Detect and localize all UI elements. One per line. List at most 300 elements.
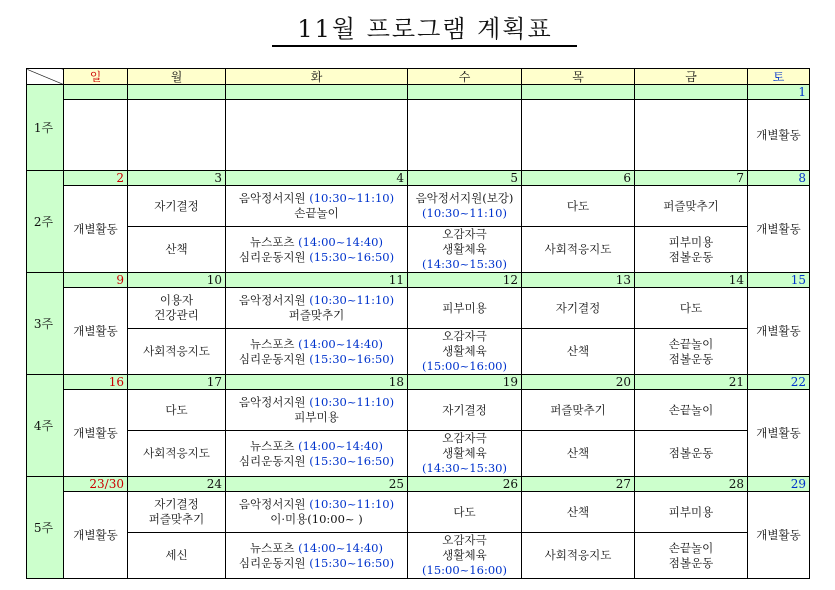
activity-cell xyxy=(522,329,635,375)
activity-text: 점볼운동 xyxy=(668,555,714,570)
activity-cell xyxy=(226,390,408,431)
activity-cell xyxy=(635,288,748,329)
activity-time: (14:00~14:40) xyxy=(298,540,383,555)
activity-cell xyxy=(128,431,226,477)
date-number: 2 xyxy=(116,171,124,185)
activity-text: 피부미용 xyxy=(668,234,714,249)
date-number: 23/30 xyxy=(89,477,124,491)
saturday-cell xyxy=(748,390,810,477)
activity-time: (10:30~11:10) xyxy=(309,497,395,511)
activity-text: 퍼즐맞추기 xyxy=(288,308,345,322)
date-number: 19 xyxy=(502,375,518,389)
activity-text: 다도 xyxy=(679,300,703,315)
week-label xyxy=(27,171,64,273)
activity-text: 퍼즐맞추기 xyxy=(148,512,205,526)
date-cell xyxy=(128,273,226,288)
activity-cell xyxy=(635,186,748,227)
activity-line xyxy=(635,446,747,461)
date-cell xyxy=(522,171,635,186)
activity-text: 음악정서지원 xyxy=(238,293,310,307)
schedule-table xyxy=(26,68,810,579)
activity-line xyxy=(128,446,225,461)
activity-cell xyxy=(226,492,408,533)
activity-cell xyxy=(522,431,635,477)
sunday-cell xyxy=(64,390,128,477)
activity-line xyxy=(522,548,634,563)
date-row xyxy=(27,171,810,186)
activity-text: 손끝놀이 xyxy=(294,206,339,220)
date-cell xyxy=(748,85,810,100)
activity-text: 다도 xyxy=(566,198,590,213)
activity-cell xyxy=(522,533,635,579)
activity-row-top xyxy=(27,186,810,227)
activity-text: 사회적응지도 xyxy=(544,548,612,562)
title-underline xyxy=(272,45,577,47)
activity-line xyxy=(226,191,407,206)
saturday-cell xyxy=(748,492,810,579)
activity-text: 이·미용(10:00~ ) xyxy=(270,512,363,526)
week-label-text: 2주 xyxy=(33,214,54,229)
activity-time: (15:00~16:00) xyxy=(422,563,507,577)
activity-text: 오감자극 xyxy=(442,329,487,343)
activity-text: 오감자극 xyxy=(442,533,487,547)
activity-cell xyxy=(226,288,408,329)
activity-time: (15:30~16:50) xyxy=(309,453,395,468)
week-label-text: 3주 xyxy=(33,316,54,331)
week-label xyxy=(27,273,64,375)
activity-line xyxy=(226,293,407,308)
day-header-4 xyxy=(522,69,635,85)
activity-time: (15:30~16:50) xyxy=(309,249,395,264)
saturday-cell xyxy=(748,288,810,375)
activity-line xyxy=(635,541,747,556)
activity-time: (15:30~16:50) xyxy=(309,351,395,366)
activity-line xyxy=(226,308,407,323)
activity-text: 음악정서지원 xyxy=(238,191,310,205)
date-number: 14 xyxy=(728,273,744,287)
date-number: 26 xyxy=(502,477,518,491)
date-cell xyxy=(64,477,128,492)
activity-cell xyxy=(408,390,522,431)
day-header-3 xyxy=(408,69,522,85)
day-header-2 xyxy=(226,69,408,85)
activity-line xyxy=(408,206,521,221)
activity-text: 건강관리 xyxy=(154,308,199,322)
activity-row-bot xyxy=(27,227,810,273)
activity-cell xyxy=(635,533,748,579)
activity-time: (10:30~11:10) xyxy=(309,293,395,307)
activity-text: 뉴스포츠 xyxy=(250,540,299,555)
date-cell xyxy=(635,273,748,288)
activity-text: 다도 xyxy=(453,504,476,519)
activity-line xyxy=(408,505,521,520)
activity-cell xyxy=(226,100,408,171)
activity-text: 음악정서지원 xyxy=(238,395,310,409)
activity-line xyxy=(522,242,634,257)
date-number: 7 xyxy=(736,171,744,185)
activity-text: 점볼운동 xyxy=(668,351,714,366)
activity-text: 자기결정 xyxy=(555,300,601,315)
date-cell xyxy=(522,85,635,100)
date-cell xyxy=(128,477,226,492)
activity-cell xyxy=(226,227,408,273)
activity-line xyxy=(128,242,225,257)
page-title: 11월 프로그램 계획표 xyxy=(297,15,553,43)
activity-text: 피부미용 xyxy=(442,300,487,315)
activity-line xyxy=(226,556,407,571)
activity-cell xyxy=(408,533,522,579)
activity-line xyxy=(226,512,407,527)
activity-label: 개별활동 xyxy=(73,527,118,542)
activity-line xyxy=(635,337,747,352)
day-label: 금 xyxy=(685,69,697,84)
activity-line xyxy=(128,403,225,418)
activity-cell xyxy=(128,390,226,431)
activity-line xyxy=(128,344,225,359)
activity-cell xyxy=(408,100,522,171)
date-number: 22 xyxy=(790,375,806,389)
date-row xyxy=(27,375,810,390)
activity-line xyxy=(408,329,521,344)
activity-line xyxy=(226,337,407,352)
activity-text: 심리운동지원 xyxy=(238,555,310,570)
activity-cell xyxy=(408,227,522,273)
activity-cell xyxy=(522,390,635,431)
date-cell xyxy=(226,85,408,100)
activity-line xyxy=(128,548,225,563)
activity-line xyxy=(408,359,521,374)
activity-line xyxy=(522,403,634,418)
activity-time: (14:00~14:40) xyxy=(298,234,383,249)
activity-text: 자기결정 xyxy=(154,497,199,511)
activity-line xyxy=(128,308,225,323)
activity-text: 손끝놀이 xyxy=(668,402,714,417)
date-cell xyxy=(64,171,128,186)
activity-line xyxy=(522,446,634,461)
activity-cell xyxy=(408,492,522,533)
activity-line xyxy=(522,301,634,316)
activity-text: 심리운동지원 xyxy=(238,453,310,468)
saturday-cell xyxy=(748,186,810,273)
activity-time: (10:30~11:10) xyxy=(422,206,507,220)
date-cell xyxy=(128,375,226,390)
activity-line xyxy=(635,556,747,571)
activity-cell xyxy=(522,100,635,171)
activity-line xyxy=(226,250,407,265)
activity-text: 손끝놀이 xyxy=(668,336,714,351)
activity-row xyxy=(27,100,810,171)
activity-text: 피부미용 xyxy=(668,504,714,519)
activity-cell xyxy=(128,533,226,579)
sunday-cell xyxy=(64,186,128,273)
date-number: 5 xyxy=(510,171,518,185)
activity-text: 피부미용 xyxy=(294,410,339,424)
activity-text: 생활체육 xyxy=(442,242,487,256)
activity-label: 개별활동 xyxy=(756,323,801,338)
activity-line xyxy=(408,461,521,476)
activity-text: 심리운동지원 xyxy=(238,249,310,264)
date-number: 9 xyxy=(116,273,124,287)
activity-cell xyxy=(408,431,522,477)
activity-text: 세신 xyxy=(165,548,188,562)
activity-line xyxy=(408,191,521,206)
date-row xyxy=(27,477,810,492)
date-cell xyxy=(635,171,748,186)
activity-row-top xyxy=(27,492,810,533)
day-header-5 xyxy=(635,69,748,85)
activity-line xyxy=(408,563,521,578)
sunday-cell xyxy=(64,100,128,171)
activity-text: 이용자 xyxy=(159,293,194,307)
activity-cell xyxy=(128,329,226,375)
activity-line xyxy=(408,227,521,242)
activity-line xyxy=(226,352,407,367)
activity-cell xyxy=(128,288,226,329)
day-label: 일 xyxy=(89,69,102,84)
activity-text: 다도 xyxy=(165,402,188,417)
date-cell xyxy=(64,85,128,100)
activity-line xyxy=(635,235,747,250)
activity-line xyxy=(408,403,521,418)
activity-text: 자기결정 xyxy=(442,402,487,417)
activity-cell xyxy=(226,431,408,477)
day-header-6 xyxy=(748,69,810,85)
date-number: 12 xyxy=(502,273,518,287)
day-label: 토 xyxy=(772,69,785,84)
activity-text: 산책 xyxy=(165,242,188,256)
date-cell xyxy=(128,85,226,100)
week-label-text: 4주 xyxy=(33,418,54,433)
date-row xyxy=(27,273,810,288)
date-cell xyxy=(635,85,748,100)
activity-time: (15:00~16:00) xyxy=(422,359,507,373)
date-cell xyxy=(64,375,128,390)
date-number: 16 xyxy=(108,375,124,389)
activity-line xyxy=(128,199,225,214)
activity-cell xyxy=(635,329,748,375)
activity-text: 점볼운동 xyxy=(668,249,714,264)
activity-line xyxy=(128,293,225,308)
activity-line xyxy=(226,206,407,221)
activity-line xyxy=(128,512,225,527)
date-cell xyxy=(522,477,635,492)
day-label: 목 xyxy=(572,69,584,84)
activity-cell xyxy=(408,288,522,329)
date-cell xyxy=(128,171,226,186)
activity-text: 점볼운동 xyxy=(668,446,714,460)
activity-text: 손끝놀이 xyxy=(668,540,714,555)
week-label xyxy=(27,85,64,171)
date-number: 10 xyxy=(206,273,222,287)
saturday-cell xyxy=(748,100,810,171)
activity-cell xyxy=(408,329,522,375)
activity-label: 개별활동 xyxy=(73,221,118,236)
activity-text: 퍼즐맞추기 xyxy=(550,402,606,417)
activity-label: 개별활동 xyxy=(756,425,801,440)
activity-line xyxy=(408,242,521,257)
activity-cell xyxy=(635,390,748,431)
activity-row-bot xyxy=(27,329,810,375)
week-label-text: 1주 xyxy=(33,120,54,135)
activity-label: 개별활동 xyxy=(73,323,118,338)
activity-time: (15:30~16:50) xyxy=(309,555,395,570)
date-number: 18 xyxy=(388,375,404,389)
date-cell xyxy=(226,273,408,288)
activity-cell xyxy=(522,186,635,227)
date-number: 6 xyxy=(623,171,631,185)
date-cell xyxy=(408,85,522,100)
activity-label: 개별활동 xyxy=(756,527,801,542)
date-cell xyxy=(748,171,810,186)
date-number: 21 xyxy=(728,375,744,389)
date-cell xyxy=(408,171,522,186)
activity-line xyxy=(408,548,521,563)
activity-cell xyxy=(128,186,226,227)
date-number: 11 xyxy=(388,273,404,287)
activity-line xyxy=(226,410,407,425)
day-label: 수 xyxy=(458,69,471,84)
activity-row-bot xyxy=(27,533,810,579)
activity-text: 생활체육 xyxy=(442,446,487,460)
date-number: 13 xyxy=(615,273,631,287)
header-row xyxy=(27,69,810,85)
activity-line xyxy=(522,344,634,359)
activity-cell xyxy=(226,329,408,375)
activity-text: 뉴스포츠 xyxy=(250,336,299,351)
date-cell xyxy=(226,375,408,390)
activity-text: 심리운동지원 xyxy=(238,351,310,366)
date-cell xyxy=(748,477,810,492)
activity-cell xyxy=(408,186,522,227)
activity-line xyxy=(408,344,521,359)
activity-text: 오감자극 xyxy=(442,431,487,445)
activity-cell xyxy=(128,492,226,533)
activity-line xyxy=(635,403,747,418)
activity-text: 사회적응지도 xyxy=(544,242,612,256)
date-cell xyxy=(226,171,408,186)
activity-line xyxy=(635,301,747,316)
date-cell xyxy=(748,375,810,390)
activity-line xyxy=(408,533,521,548)
activity-cell xyxy=(226,533,408,579)
activity-line xyxy=(226,541,407,556)
date-number: 8 xyxy=(798,171,806,185)
activity-text: 사회적응지도 xyxy=(143,344,210,358)
activity-line xyxy=(408,431,521,446)
activity-text: 생활체육 xyxy=(442,548,487,562)
date-number: 17 xyxy=(206,375,222,389)
day-label: 화 xyxy=(310,69,323,84)
sunday-cell xyxy=(64,288,128,375)
activity-text: 음악정서지원(보강) xyxy=(415,191,514,205)
activity-text: 음악정서지원 xyxy=(238,497,310,511)
activity-text: 자기결정 xyxy=(154,198,199,213)
activity-time: (10:30~11:10) xyxy=(309,395,395,409)
activity-line xyxy=(128,497,225,512)
date-number: 1 xyxy=(798,85,806,99)
activity-line xyxy=(226,454,407,469)
activity-line xyxy=(226,235,407,250)
date-number: 25 xyxy=(388,477,404,491)
activity-label: 개별활동 xyxy=(756,221,801,236)
date-number: 27 xyxy=(615,477,631,491)
date-number: 3 xyxy=(214,171,222,185)
activity-line xyxy=(408,257,521,272)
date-number: 15 xyxy=(790,273,806,287)
activity-cell xyxy=(635,227,748,273)
activity-label: 개별활동 xyxy=(756,127,801,142)
date-cell xyxy=(522,273,635,288)
date-cell xyxy=(748,273,810,288)
activity-cell xyxy=(522,227,635,273)
week-label-text: 5주 xyxy=(33,520,54,535)
activity-line xyxy=(635,352,747,367)
activity-time: (14:00~14:40) xyxy=(298,336,383,351)
activity-line xyxy=(522,199,634,214)
activity-text: 뉴스포츠 xyxy=(250,234,299,249)
date-cell xyxy=(408,375,522,390)
activity-text: 퍼즐맞추기 xyxy=(663,198,719,213)
date-number: 28 xyxy=(728,477,744,491)
date-cell xyxy=(522,375,635,390)
activity-line xyxy=(635,505,747,520)
activity-label: 개별활동 xyxy=(73,425,118,440)
activity-line xyxy=(226,439,407,454)
activity-text: 산책 xyxy=(566,344,590,358)
week-label xyxy=(27,477,64,579)
date-cell xyxy=(635,375,748,390)
activity-cell xyxy=(128,227,226,273)
corner-cell xyxy=(27,69,64,85)
day-label: 월 xyxy=(170,69,183,84)
activity-time: (14:00~14:40) xyxy=(298,438,383,453)
activity-line xyxy=(226,497,407,512)
activity-time: (14:30~15:30) xyxy=(422,257,507,271)
activity-text: 산책 xyxy=(566,504,590,519)
date-cell xyxy=(635,477,748,492)
activity-cell xyxy=(128,100,226,171)
activity-line xyxy=(408,301,521,316)
date-number: 29 xyxy=(790,477,806,491)
day-header-0 xyxy=(64,69,128,85)
activity-time: (10:30~11:10) xyxy=(309,191,395,205)
activity-cell xyxy=(226,186,408,227)
activity-row-top xyxy=(27,288,810,329)
activity-line xyxy=(226,395,407,410)
activity-time: (14:30~15:30) xyxy=(422,461,507,475)
activity-text: 사회적응지도 xyxy=(143,446,210,460)
activity-line xyxy=(635,199,747,214)
activity-cell xyxy=(635,431,748,477)
activity-text: 생활체육 xyxy=(442,344,487,358)
activity-row-top xyxy=(27,390,810,431)
week-label xyxy=(27,375,64,477)
day-header-1 xyxy=(128,69,226,85)
activity-cell xyxy=(522,288,635,329)
activity-text: 산책 xyxy=(566,446,590,460)
date-cell xyxy=(64,273,128,288)
activity-line xyxy=(408,446,521,461)
activity-cell xyxy=(635,100,748,171)
sunday-cell xyxy=(64,492,128,579)
date-cell xyxy=(408,477,522,492)
activity-row-bot xyxy=(27,431,810,477)
activity-text: 오감자극 xyxy=(442,227,487,241)
date-cell xyxy=(408,273,522,288)
date-number: 20 xyxy=(615,375,631,389)
activity-line xyxy=(635,250,747,265)
date-number: 4 xyxy=(396,171,404,185)
